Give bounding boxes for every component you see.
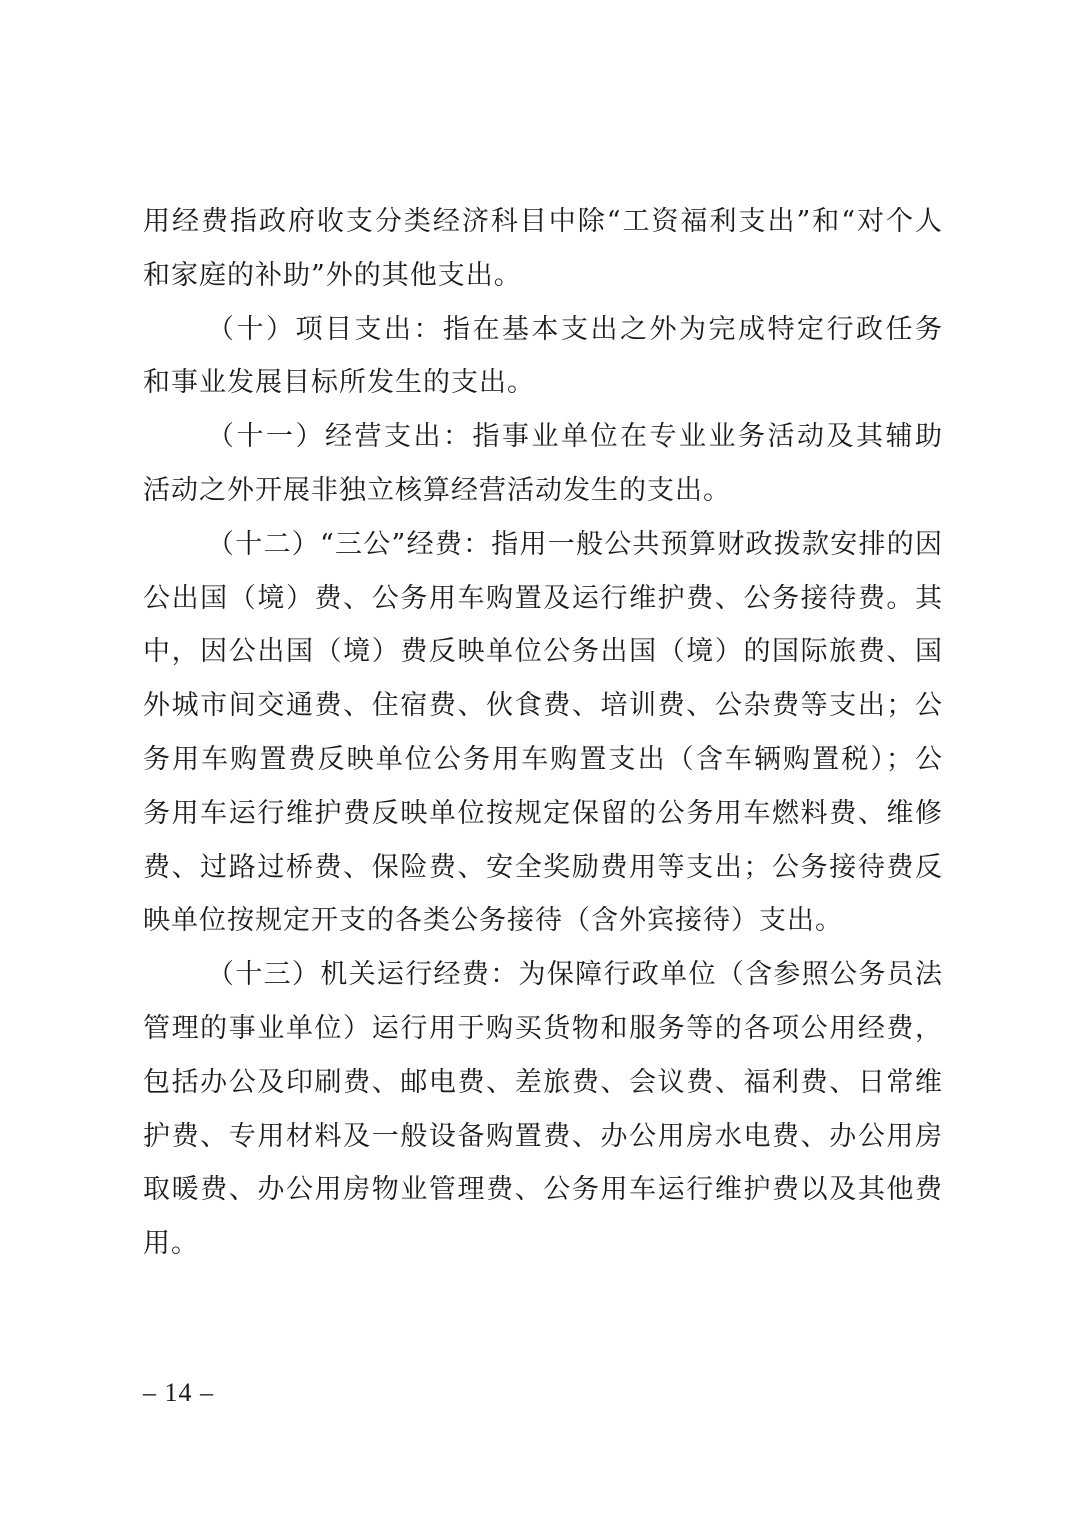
text-line: 活动之外开展非独立核算经营活动发生的支出。 <box>143 474 731 506</box>
text-line: 费、过路过桥费、保险费、安全奖励费用等支出；公务接待费反 <box>143 851 943 883</box>
text-line: 用经费指政府收支分类经济科目中除“工资福利支出”和“对个人 <box>143 206 943 237</box>
text-line: 取暖费、办公用房物业管理费、公务用车运行维护费以及其他费 <box>143 1174 943 1206</box>
text-line: 和家庭的补助”外的其他支出。 <box>143 259 522 291</box>
text-line: 中，因公出国（境）费反映单位公务出国（境）的国际旅费、国 <box>143 636 943 668</box>
text-line: 公出国（境）费、公务用车购置及运行维护费、公务接待费。其 <box>143 582 943 614</box>
text-line: 管理的事业单位）运行用于购买货物和服务等的各项公用经费， <box>143 1012 943 1044</box>
text-line: 务用车购置费反映单位公务用车购置支出（含车辆购置税）；公 <box>143 743 943 775</box>
text-line: 和事业发展目标所发生的支出。 <box>143 367 535 399</box>
section-heading-line: （十）项目支出：指在基本支出之外为完成特定行政任务 <box>207 313 943 345</box>
page-number: – 14 – <box>143 1378 214 1407</box>
text-line: 务用车运行维护费反映单位按规定保留的公务用车燃料费、维修 <box>143 797 943 829</box>
text-line: 外城市间交通费、住宿费、伙食费、培训费、公杂费等支出；公 <box>143 690 943 722</box>
section-heading-line: （十三）机关运行经费：为保障行政单位（含参照公务员法 <box>207 959 943 991</box>
text-line: 包括办公及印刷费、邮电费、差旅费、会议费、福利费、日常维 <box>143 1066 943 1098</box>
document-body <box>143 195 943 1271</box>
text-line: 护费、专用材料及一般设备购置费、办公用房水电费、办公用房 <box>143 1120 943 1152</box>
text-line: 用。 <box>143 1228 199 1260</box>
section-heading-line: （十一）经营支出：指事业单位在专业业务活动及其辅助 <box>207 421 943 453</box>
section-heading-line: （十二）“三公”经费：指用一般公共预算财政拨款安排的因 <box>207 528 943 560</box>
text-line: 映单位按规定开支的各类公务接待（含外宾接待）支出。 <box>143 905 843 937</box>
